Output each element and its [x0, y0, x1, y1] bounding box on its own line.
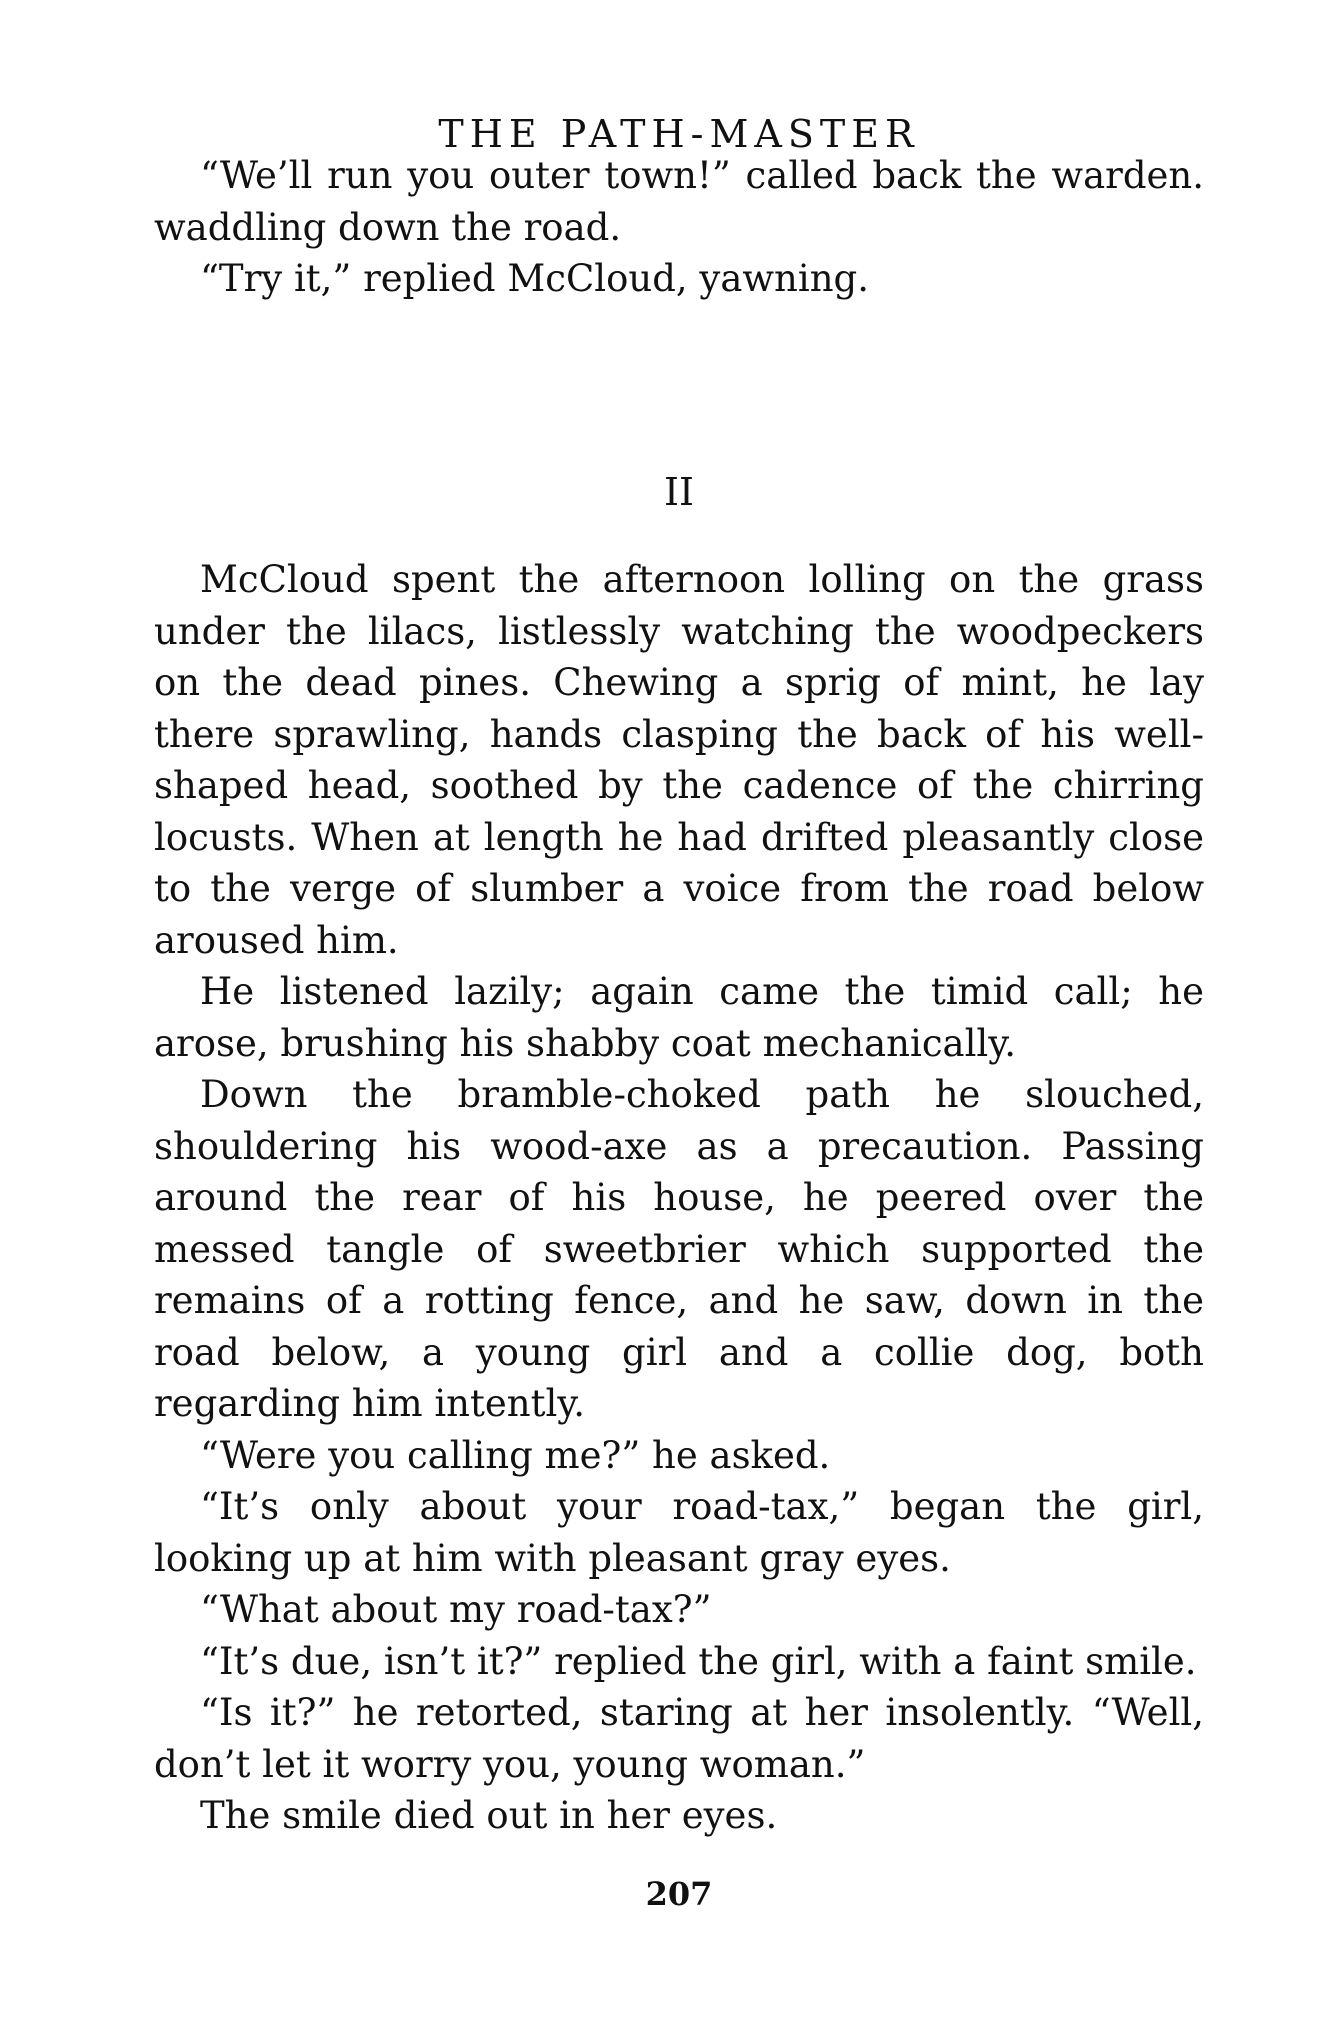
paragraph: Down the bramble-choked path he slouched, shouldering his wood-axe as a precaution. Passing around the rear of his house, he peered over the messed tangle of sweetbrier which supported the remains of a rotting fence, and he saw, down in the road below, a young girl and a collie dog, both regarding him intently. [154, 1073, 1204, 1425]
paragraph: “It’s only about your road-tax,” began the girl, looking up at him with pleasant gray eyes. [154, 1485, 1204, 1580]
paragraph: He listened lazily; again came the timid call; he arose, brushing his shabby coat mechanically. [154, 970, 1204, 1065]
running-head: THE PATH-MASTER [438, 112, 920, 156]
paragraph: “Were you calling me?” he asked. [200, 1433, 831, 1477]
paragraph: The smile died out in her eyes. [200, 1794, 778, 1837]
paragraph: “It’s due, isn’t it?” replied the girl, with a faint smile. [200, 1639, 1197, 1683]
paragraph: “Try it,” replied McCloud, yawning. [200, 257, 869, 300]
paragraph: “Is it?” he retorted, staring at her insolently. “Well, don’t let it worry you, young woman.” [154, 1691, 1204, 1786]
section-text-block [154, 554, 1204, 1842]
section-number: II [663, 470, 695, 514]
paragraph: “What about my road-tax?” [200, 1588, 712, 1631]
top-text-block [154, 150, 1204, 305]
page-number: 207 [645, 1875, 713, 1913]
paragraph: “We’ll run you outer town!” called back the warden. waddling down the road. [154, 154, 1204, 249]
paragraph: McCloud spent the afternoon lolling on the grass under the lilacs, listlessly watching the woodpeckers on the dead pines. Chewing a sprig of mint, he lay there sprawling, hands clasping the back of his well-shaped head, soothed by the cadence of the chirring locusts. When at length he had drifted pleasantly close to the verge of slumber a voice from the road below aroused him. [154, 558, 1204, 962]
